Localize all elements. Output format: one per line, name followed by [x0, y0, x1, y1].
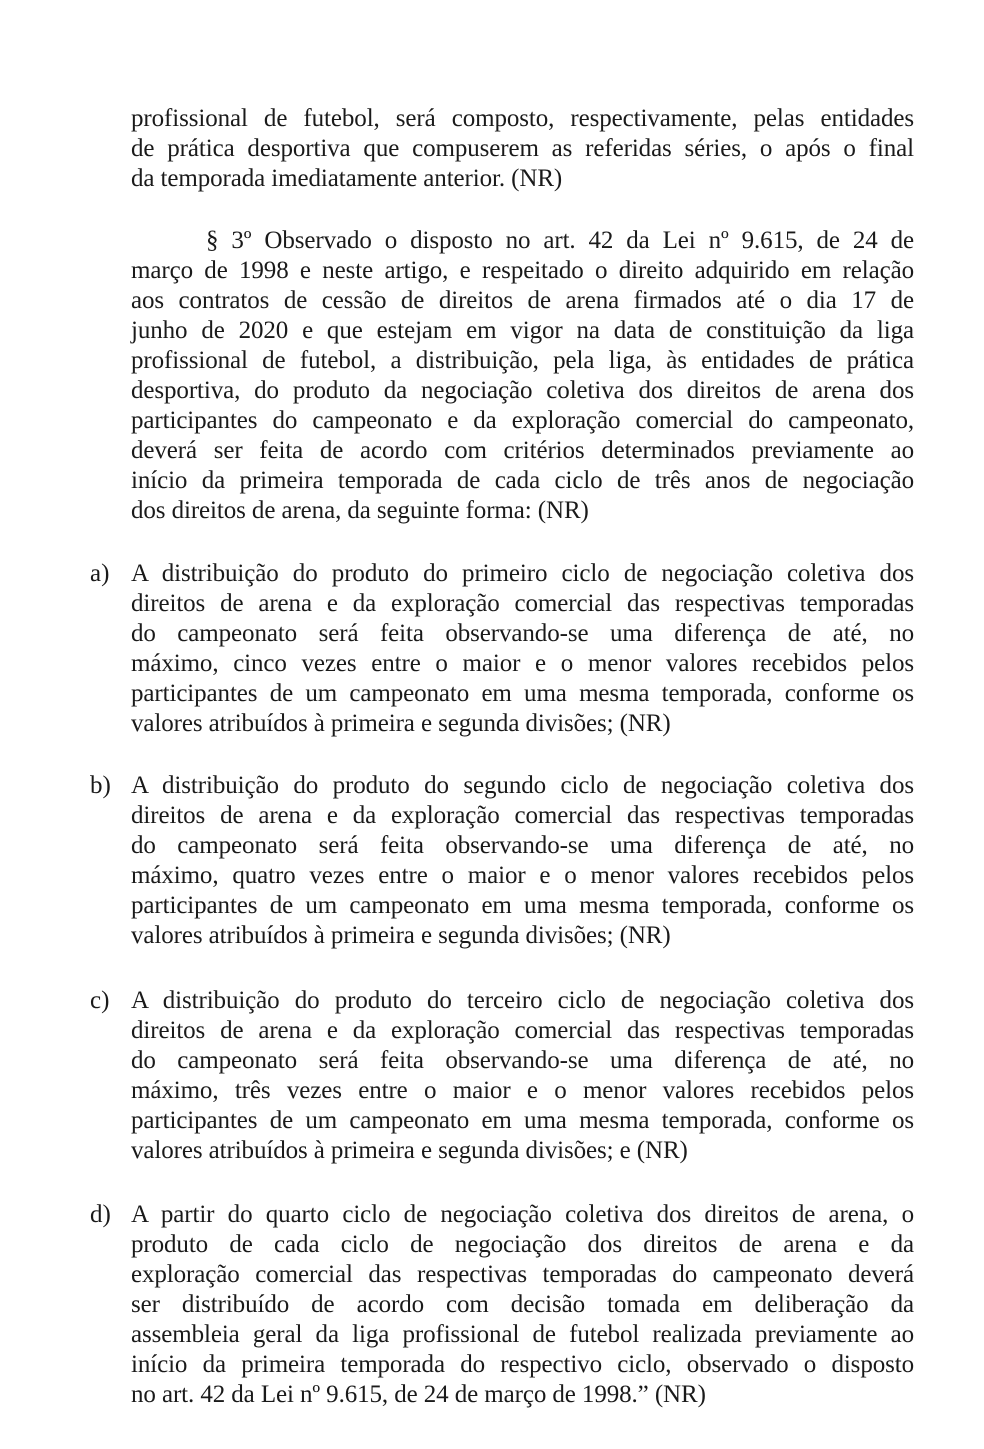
text-line: desportiva, do produto da negociação coletiva dos direitos de arena dos: [131, 377, 914, 404]
text-line: ser distribuído de acordo com decisão tomada em deliberação da: [131, 1291, 914, 1318]
text-line: março de 1998 e neste artigo, e respeitado o direito adquirido em relação: [131, 257, 914, 284]
text-line: do campeonato será feita observando-se uma diferença de até, no: [131, 832, 914, 859]
text-line: profissional de futebol, a distribuição, pela liga, às entidades de prática: [131, 347, 914, 374]
text-line: assembleia geral da liga profissional de futebol realizada previamente ao: [131, 1321, 914, 1348]
text-line: início da primeira temporada de cada ciclo de três anos de negociação: [131, 467, 914, 494]
text-line: direitos de arena e da exploração comercial das respectivas temporadas: [131, 590, 914, 617]
text-line: A partir do quarto ciclo de negociação coletiva dos direitos de arena, o: [131, 1201, 914, 1228]
text-line: da temporada imediatamente anterior. (NR): [131, 165, 563, 192]
text-line: valores atribuídos à primeira e segunda divisões; (NR): [131, 710, 671, 737]
text-line: no art. 42 da Lei nº 9.615, de 24 de março de 1998.” (NR): [131, 1381, 706, 1408]
text-line: dos direitos de arena, da seguinte forma: (NR): [131, 497, 589, 524]
text-line: máximo, cinco vezes entre o maior e o menor valores recebidos pelos: [131, 650, 914, 677]
text-line: direitos de arena e da exploração comercial das respectivas temporadas: [131, 1017, 914, 1044]
text-line: A distribuição do produto do primeiro ciclo de negociação coletiva dos: [131, 560, 914, 587]
list-marker: c): [90, 987, 110, 1014]
list-marker: d): [90, 1201, 111, 1228]
text-line: A distribuição do produto do segundo ciclo de negociação coletiva dos: [131, 772, 914, 799]
text-line: participantes de um campeonato em uma mesma temporada, conforme os: [131, 892, 914, 919]
text-line: valores atribuídos à primeira e segunda divisões; e (NR): [131, 1137, 688, 1164]
text-line: aos contratos de cessão de direitos de arena firmados até o dia 17 de: [131, 287, 914, 314]
text-line: direitos de arena e da exploração comercial das respectivas temporadas: [131, 802, 914, 829]
text-line: produto de cada ciclo de negociação dos direitos de arena e da: [131, 1231, 914, 1258]
text-line: participantes de um campeonato em uma mesma temporada, conforme os: [131, 680, 914, 707]
text-line: do campeonato será feita observando-se uma diferença de até, no: [131, 620, 914, 647]
text-line: participantes de um campeonato em uma mesma temporada, conforme os: [131, 1107, 914, 1134]
text-line: máximo, três vezes entre o maior e o menor valores recebidos pelos: [131, 1077, 914, 1104]
text-line: profissional de futebol, será composto, respectivamente, pelas entidades: [131, 105, 914, 132]
text-line: participantes do campeonato e da exploração comercial do campeonato,: [131, 407, 914, 434]
text-line: deverá ser feita de acordo com critérios determinados previamente ao: [131, 437, 914, 464]
text-line: máximo, quatro vezes entre o maior e o menor valores recebidos pelos: [131, 862, 914, 889]
text-line: valores atribuídos à primeira e segunda divisões; (NR): [131, 922, 671, 949]
text-line: do campeonato será feita observando-se uma diferença de até, no: [131, 1047, 914, 1074]
text-line: § 3º Observado o disposto no art. 42 da Lei nº 9.615, de 24 de: [206, 227, 914, 254]
list-marker: a): [90, 560, 110, 587]
text-line: junho de 2020 e que estejam em vigor na data de constituição da liga: [131, 317, 914, 344]
text-line: início da primeira temporada do respectivo ciclo, observado o disposto: [131, 1351, 914, 1378]
text-line: A distribuição do produto do terceiro ciclo de negociação coletiva dos: [131, 987, 914, 1014]
list-marker: b): [90, 772, 111, 799]
text-line: de prática desportiva que compuserem as referidas séries, o após o final: [131, 135, 914, 162]
text-line: exploração comercial das respectivas temporadas do campeonato deverá: [131, 1261, 914, 1288]
